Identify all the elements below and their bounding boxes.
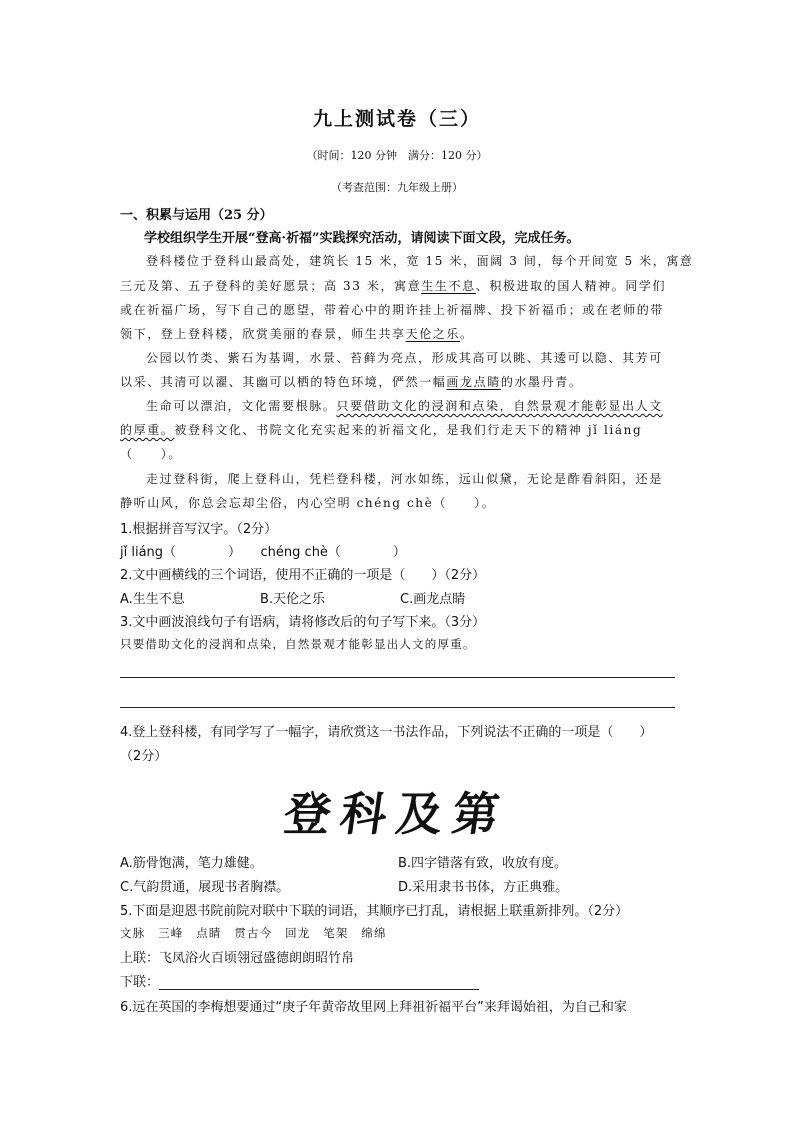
answer-line-1 — [120, 677, 675, 678]
section-lead: 学校组织学生开展“登高·祈福”实践探究活动，请阅读下面文段，完成任务。 — [144, 231, 580, 246]
wavy-sentence-part1: 只要借助文化的浸润和点染，自然景观才能彰显出人文 — [336, 399, 663, 413]
exam-scope-info: （考查范围：九年级上册） — [331, 181, 463, 194]
q5-word-list: 文脉 三峰 点睛 贯古今 回龙 笔架 绵绵 — [120, 926, 387, 940]
wavy-sentence-part2: 的厚重。 — [120, 423, 175, 437]
underlined-term-3: 画龙点睛 — [446, 375, 501, 389]
q5-lower-label: 下联： — [120, 975, 160, 990]
p1-line2-b: 、积极进取的国人精神。同学们 — [475, 279, 667, 293]
calligraphy-artwork: 登科及第 — [280, 787, 513, 841]
question-5: 5.下面是迎恩书院前院对联中下联的词语，其顺序已打乱，请根据上联重新排列。（2分） — [120, 904, 629, 919]
q4-option-d: D.采用隶书书体，方正典雅。 — [398, 880, 569, 895]
p4-line2: 静听山风，你总会忘却尘俗，内心空明 chéng chè（ ）。 — [120, 496, 496, 510]
q2-option-c: C.画龙点睛 — [400, 592, 466, 607]
p1-line2 — [120, 277, 666, 294]
page-title: 九上测试卷（三） — [312, 108, 481, 130]
answer-line-2 — [120, 707, 675, 708]
p2-line1: 公园以竹类、紫石为基调，水景、苔藓为亮点，形成其高可以眺、其逶可以隐、其芳可 — [146, 351, 663, 365]
p3-line3: （ ）。 — [120, 447, 183, 461]
p1-line1: 登科楼位于登科山最高处，建筑长 15 米，宽 15 米，面阔 3 间，每个开间宽 5 米，寓意 — [146, 254, 694, 268]
q5-lower-couplet — [120, 971, 479, 990]
exam-time-info: （时间：120 分钟 满分：120 分） — [306, 149, 488, 162]
p1-line3: 或在祈福广场，写下自己的愿望，带着心中的期许挂上祈福牌、投下祈福币；或在老师的带 — [120, 303, 665, 317]
p4-line1: 走过登科街，爬上登科山，凭栏登科楼，河水如练，远山似黛，无论是酢看斜阳，还是 — [146, 472, 663, 486]
q2-option-b: B.天伦之乐 — [260, 592, 326, 607]
p2-line2-a: 以采、其清可以濯、其幽可以栖的特色环境，俨然一幅 — [120, 375, 447, 389]
q4-option-b: B.四字错落有致，收放有度。 — [398, 856, 568, 871]
q5-lower-answer-line — [159, 977, 479, 990]
question-4-score: （2分） — [120, 749, 168, 764]
p3-line1-a: 生命可以漂泊，文化需要根脉。 — [146, 399, 337, 413]
question-3: 3.文中画波浪线句子有语病，请将修改后的句子写下来。（3分） — [120, 615, 486, 630]
q3-sentence: 只要借助文化的浸润和点染，自然景观才能彰显出人文的厚重。 — [120, 637, 476, 651]
q2-option-a: A.生生不息 — [120, 592, 185, 607]
p2-line2-b: 的水墨丹青。 — [500, 375, 583, 389]
question-6: 6.远在英国的李梅想要通过“庚子年黄帝故里网上拜祖祈福平台”来拜谒始祖，为自己和家 — [120, 1000, 627, 1015]
p3-line2 — [120, 421, 642, 438]
p3-line1 — [146, 397, 663, 414]
question-2: 2.文中画横线的三个词语，使用不正确的一项是（ ）（2分） — [120, 568, 486, 583]
question-1-answer-line: jǐ liáng（ ） chéng chè（ ） — [120, 545, 406, 560]
p1-line2-a: 三元及第、五子登科的美好愿景；高 33 米，寓意 — [120, 279, 422, 293]
q5-upper-couplet: 上联：飞凤浴火百顷翎冠盛德朗朗昭竹帛 — [120, 951, 355, 966]
p3-line2-b: 被登科文化、书院文化充实起来的祈福文化，是我们行走天下的精神 jǐ liáng — [174, 423, 643, 437]
underlined-term-1: 生生不息 — [421, 279, 476, 293]
p1-line4-b: 。 — [460, 327, 474, 341]
underlined-term-2: 天伦之乐 — [405, 327, 461, 341]
question-1: 1.根据拼音写汉字。（2分） — [120, 522, 278, 537]
q4-option-a: A.筋骨饱满，笔力雄健。 — [120, 856, 263, 871]
p1-line4-a: 领下，登上登科楼，欣赏美丽的春景，师生共享 — [120, 327, 406, 341]
p1-line4 — [120, 325, 474, 342]
p2-line2 — [120, 373, 582, 390]
section-heading: 一、积累与运用（25 分） — [120, 208, 273, 223]
question-4: 4.登上登科楼，有同学写了一幅字，请欣赏这一书法作品，下列说法不正确的一项是（ ） — [120, 725, 653, 740]
q4-option-c: C.气韵贯通，展现书者胸襟。 — [120, 880, 290, 895]
